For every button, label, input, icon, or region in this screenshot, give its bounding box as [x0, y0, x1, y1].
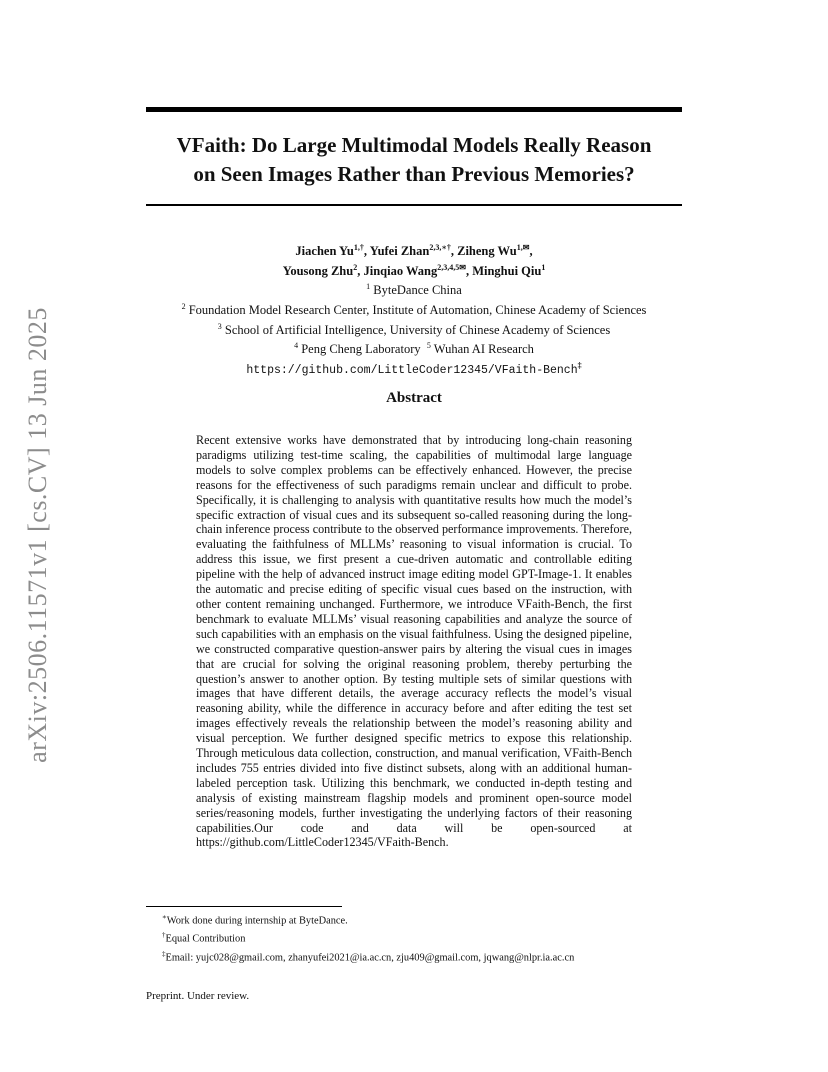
author-marks: 1: [541, 262, 546, 272]
author-marks: 1,†: [353, 243, 364, 252]
footnotes: [162, 910, 692, 965]
author-marks: 2,3,4,5✉: [437, 262, 466, 272]
affiliation-3: [120, 319, 708, 339]
footnote-1: [162, 910, 692, 928]
affiliation-number: 1: [366, 282, 371, 292]
author-line-2: [120, 260, 708, 280]
footnote-mark: ∗: [162, 913, 167, 921]
author-name: Jinqiao Wang: [363, 263, 438, 278]
title-top-rule: [146, 107, 682, 112]
footnote-text: Equal Contribution: [165, 933, 246, 945]
footnote-3: [162, 947, 692, 965]
author-marks: 2: [353, 262, 358, 272]
author-separator: ,: [529, 244, 533, 259]
affiliation-number: 5: [426, 341, 431, 351]
affiliation-text: ByteDance China: [373, 283, 462, 298]
paper-title: [146, 131, 682, 189]
title-line-2: on Seen Images Rather than Previous Memories?: [193, 162, 635, 186]
affiliation-1: [120, 279, 708, 299]
affiliation-text: Peng Cheng Laboratory: [301, 342, 421, 357]
author-marks: 2,3,∗†: [429, 243, 451, 252]
title-line-1: VFaith: Do Large Multimodal Models Really Reason: [176, 133, 652, 157]
author-separator: ,: [450, 244, 458, 259]
arxiv-id: arXiv:2506.11571v1 [cs.CV] 13 Jun 2025: [23, 307, 53, 763]
footnote-mark: †: [162, 931, 166, 940]
author-name: Minghui Qiu: [472, 263, 542, 278]
affiliation-number: 4: [294, 341, 299, 351]
affiliation-4-5: [120, 338, 708, 358]
repo-link-line: [120, 358, 708, 379]
title-bottom-rule: [146, 204, 682, 206]
affiliation-text: School of Artificial Intelligence, University of Chinese Academy of Sciences: [224, 322, 611, 337]
affiliation-number: 2: [181, 301, 186, 311]
author-marks: 1,✉: [516, 243, 530, 252]
author-name: Yousong Zhu: [282, 263, 354, 278]
repo-footnote-mark: ‡: [577, 360, 582, 370]
arxiv-stamp: [18, 300, 58, 770]
footnote-2: [162, 928, 692, 946]
author-name: Jiachen Yu: [295, 244, 354, 259]
affiliation-text: Foundation Model Research Center, Institute of Automation, Chinese Academy of Sciences: [188, 303, 647, 318]
abstract-body: Recent extensive works have demonstrated that by introducing long-chain reasoning paradigms utilizing test-time scaling, the capabilities of multimodal large language models to solve complex problems can be effectively enhanced. However, the precise reasons for the effectiveness of such paradigms remain unclear and difficult to probe. Specifically, it is challenging to analysis with quantitative results how much the model’s specific extraction of visual cues and its subsequent so-called reasoning during the long-chain inference process contribute to the observed performance improvements. Therefore, evaluating the faithfulness of MLLMs’ reasoning to visual information is crucial. To address this issue, we first present a cue-driven automatic and controllable editing pipeline with the help of advanced instruct image editing model GPT-Image-1. It enables the automatic and precise editing of specific visual cues based on the instruction, with other content remaining unchanged. Furthermore, we introduce VFaith-Bench, the first benchmark to evaluate MLLMs’ visual reasoning capabilities and analyze the source of such capabilities with an emphasis on the visual faithfulness. Using the designed pipeline, we constructed comparative question-answer pairs by altering the visual cues in images that are crucial for solving the original reasoning problem, thereby perturbing the question’s answer to another option. By testing multiple sets of similar questions with images that have different details, the average accuracy reflects the model’s visual reasoning ability, while the difference in accuracy before and after editing the test set images effectively reveals the relationship between the model’s reasoning ability and visual perception. We further designed specific metrics to expose this relationship. Through meticulous data collection, construction, and manual verification, VFaith-Bench includes 755 entries divided into five distinct subsets, along with an additional human-labeled perception task. Utilizing this benchmark, we conducted in-depth testing and analysis of existing mainstream flagship models and prominent open-source model series/reasoning models, further investigating the underlying factors of their reasoning capabilities.Our code and data will be open-sourced at https://github.com/LittleCoder12345/VFaith-Bench.: [196, 433, 632, 850]
preprint-note: Preprint. Under review.: [146, 990, 250, 1002]
author-name: Ziheng Wu: [457, 244, 517, 259]
footnote-text: Work done during internship at ByteDance.: [166, 915, 348, 927]
footnote-text: Email: yujc028@gmail.com, zhanyufei2021@ia.ac.cn, zju409@gmail.com, jqwang@nlpr.ia.ac.cn: [165, 952, 575, 964]
author-name: Yufei Zhan: [369, 244, 430, 259]
affiliation-2: [120, 299, 708, 319]
footnote-rule: [146, 906, 342, 907]
abstract-heading: Abstract: [386, 390, 442, 406]
author-block: [120, 240, 708, 379]
author-separator: ,: [465, 263, 473, 278]
author-separator: ,: [363, 244, 370, 259]
author-line-1: [120, 240, 708, 260]
repo-link[interactable]: https://github.com/LittleCoder12345/VFaith-Bench: [246, 364, 578, 378]
affiliation-text: Wuhan AI Research: [433, 342, 534, 357]
footnote-mark: ‡: [162, 949, 166, 958]
affiliation-number: 3: [217, 321, 222, 331]
author-separator: ,: [357, 263, 364, 278]
